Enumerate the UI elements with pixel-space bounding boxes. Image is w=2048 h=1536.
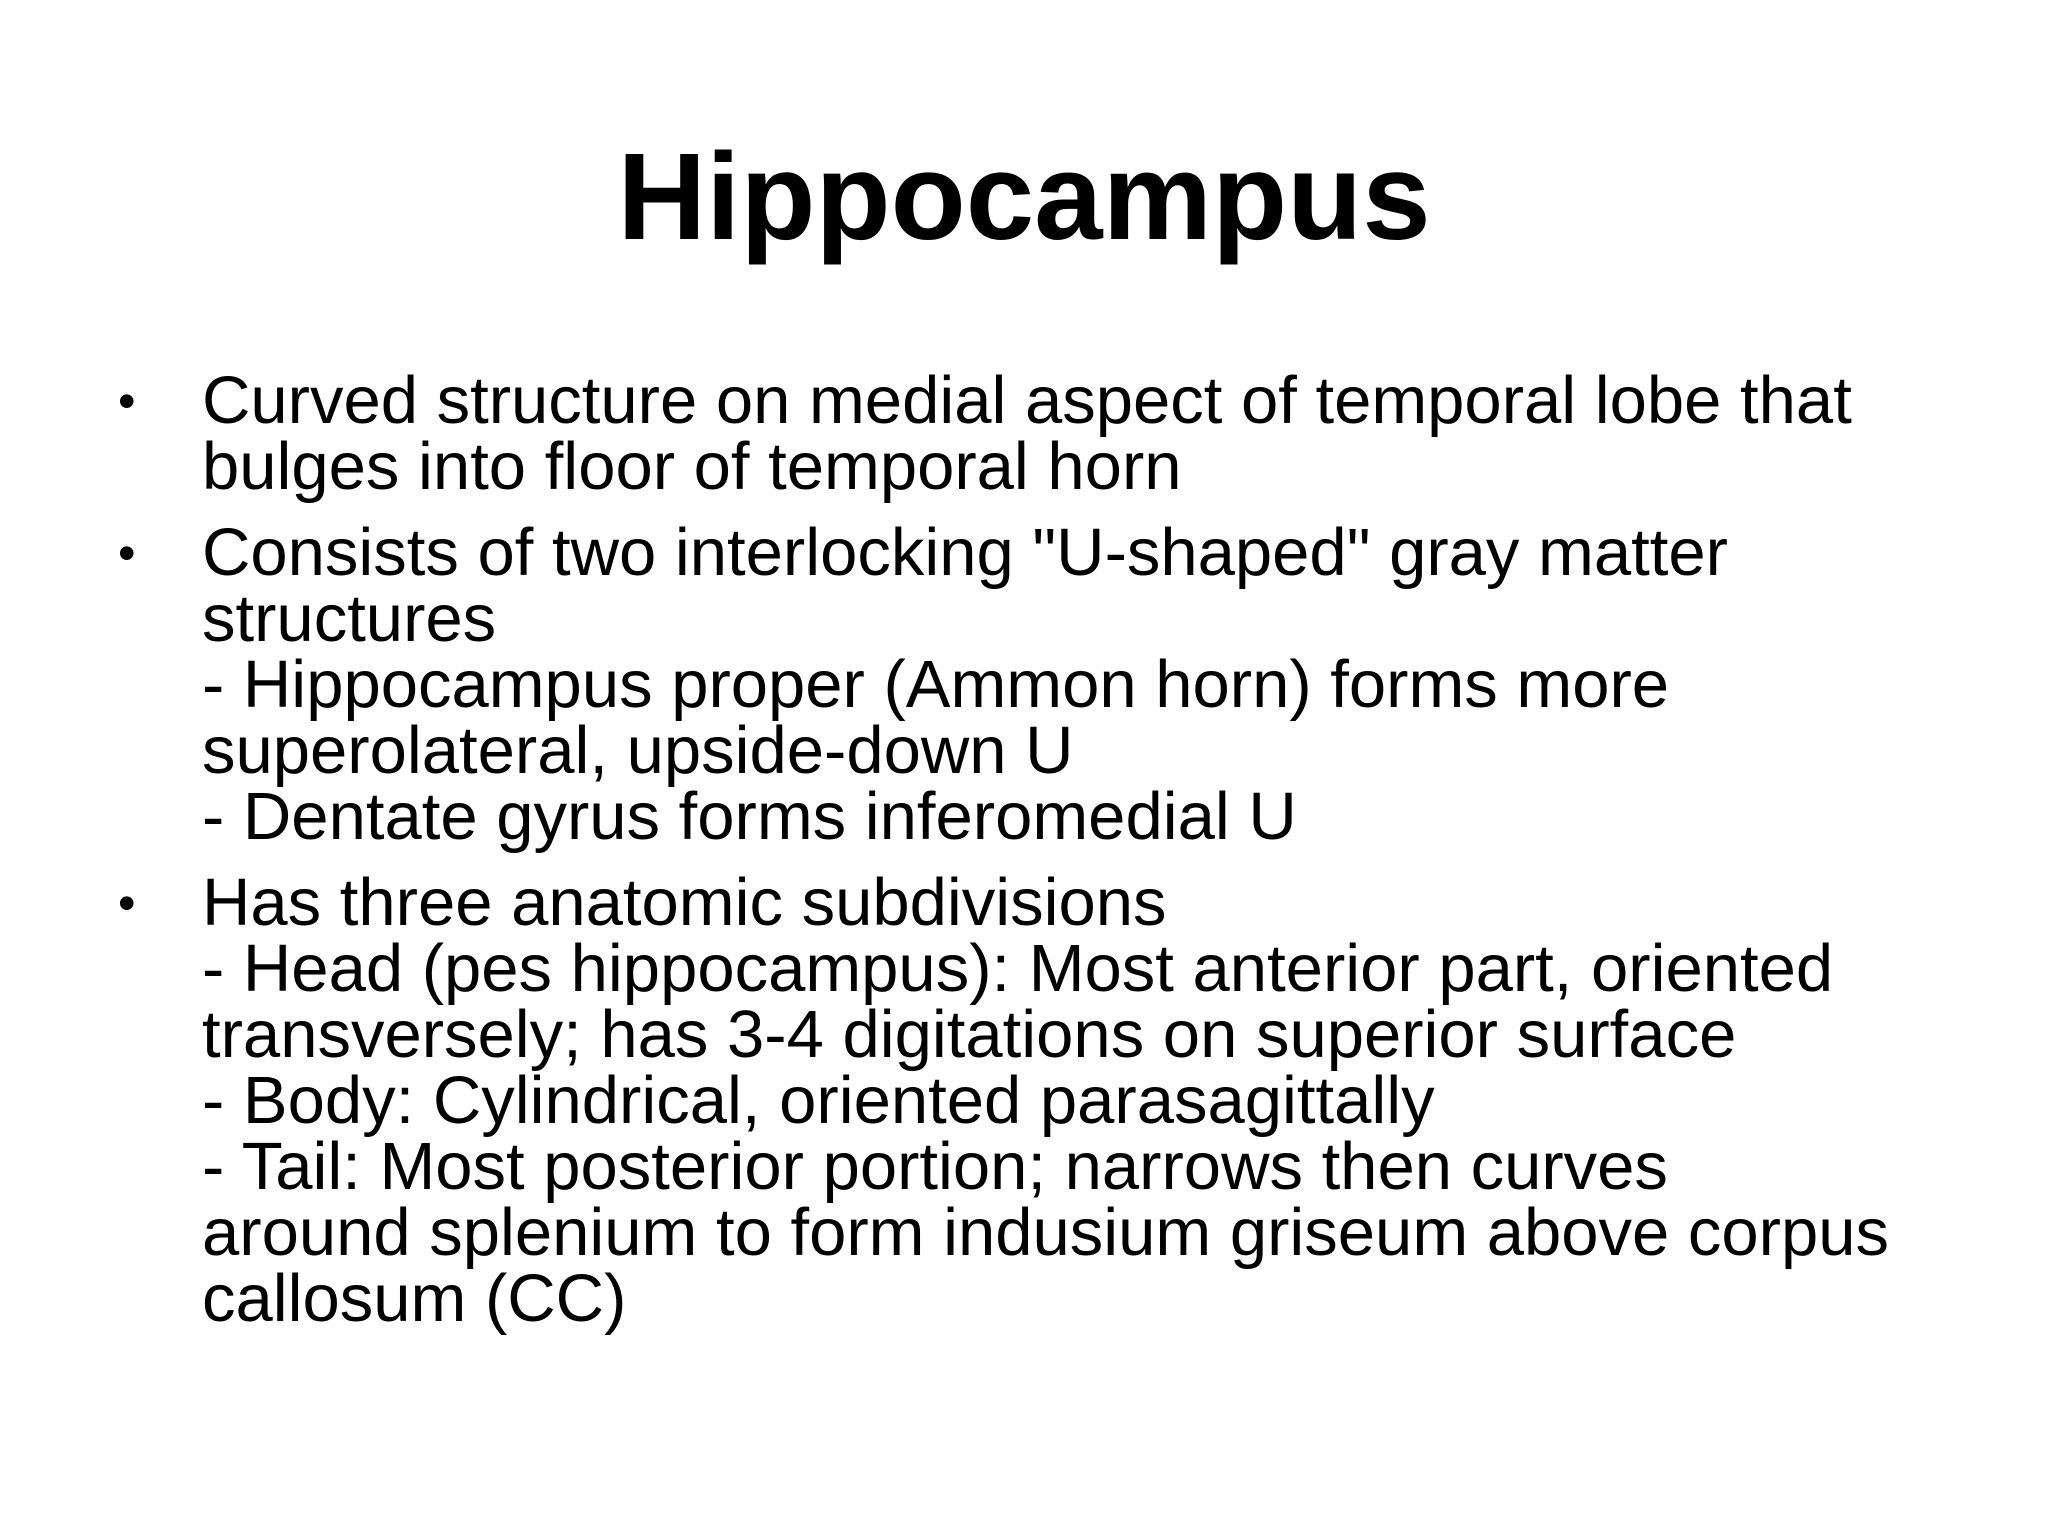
bullet-item: [118, 363, 1998, 504]
bullet-text-line: Curved structure on medial aspect of temporal lobe that: [202, 363, 1852, 438]
bullet-list: [118, 363, 1998, 1352]
bullet-text-line: bulges into floor of temporal horn: [202, 429, 1182, 504]
sub-point-line: - Body: Cylindrical, oriented parasagittally: [202, 1063, 1435, 1138]
sub-point-line: - Tail: Most posterior portion; narrows then curves: [202, 1129, 1668, 1204]
sub-point-line: - Hippocampus proper (Ammon horn) forms more: [202, 647, 1670, 722]
sub-point-line: - Head (pes hippocampus): Most anterior part, oriented: [202, 931, 1834, 1006]
bullet-text-line: Consists of two interlocking "U-shaped" gray matter: [202, 515, 1728, 590]
bullet-dot-icon: •: [118, 875, 136, 931]
bullet-dot-icon: •: [118, 373, 136, 429]
sub-point-line: - Dentate gyrus forms inferomedial U: [202, 779, 1297, 854]
bullet-item: [118, 515, 1998, 854]
sub-point-line: transversely; has 3-4 digitations on superior surface: [202, 997, 1737, 1072]
sub-point-line: superolateral, upside-down U: [202, 713, 1074, 788]
sub-point-line: callosum (CC): [202, 1261, 627, 1336]
bullet-text-line: Has three anatomic subdivisions: [202, 865, 1167, 940]
bullet-text-line: structures: [202, 581, 497, 656]
slide-title: Hippocampus: [617, 129, 1431, 266]
bullet-dot-icon: •: [118, 525, 136, 581]
sub-point-line: around splenium to form indusium griseum above corpus: [202, 1195, 1890, 1270]
bullet-item: [118, 865, 1998, 1336]
